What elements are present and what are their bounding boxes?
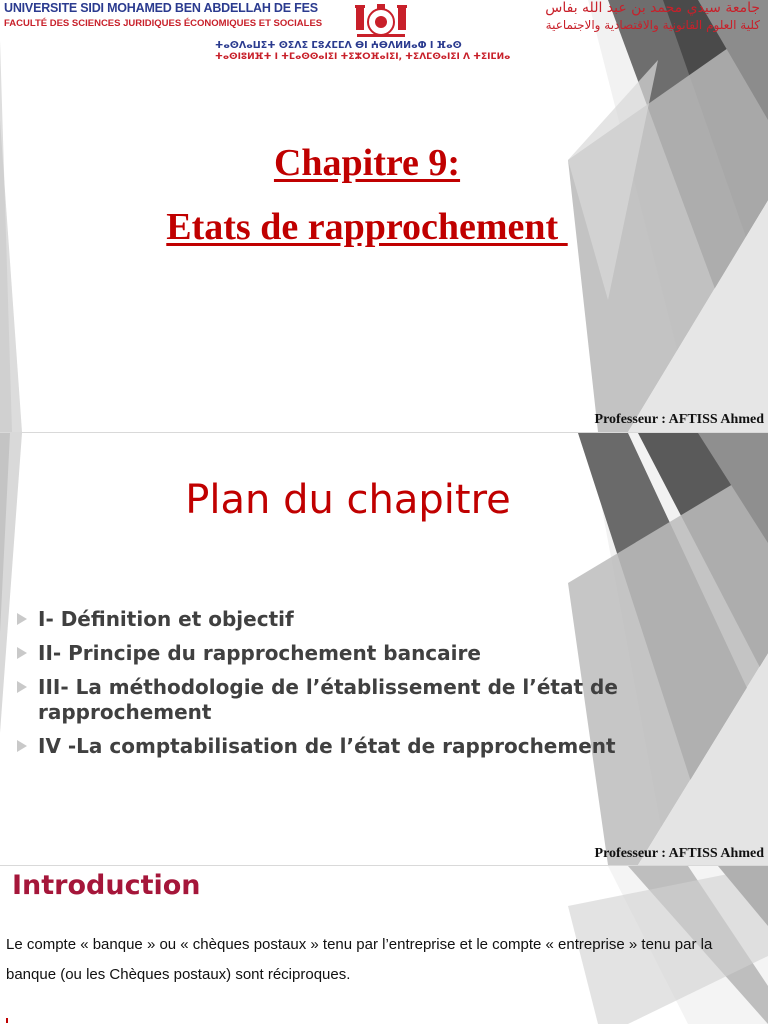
list-item-label: II- Principe du rapprochement bancaire <box>38 641 481 665</box>
plan-title: Plan du chapitre <box>185 477 511 523</box>
university-name-fr: UNIVERSITE SIDI MOHAMED BEN ABDELLAH DE FES <box>4 1 318 15</box>
list-item <box>16 734 706 759</box>
chapter-title: Etats de rapprochement <box>166 206 568 248</box>
red-mark <box>6 1018 8 1023</box>
slide-introduction <box>0 866 768 1024</box>
list-item-label: I- Définition et objectif <box>38 607 294 631</box>
professor-credit: Professeur : AFTISS Ahmed <box>594 412 764 427</box>
list-item-label: III- La méthodologie de l’établissement de l’état de rapprochement <box>38 675 618 724</box>
triangle-bullet-icon <box>17 740 27 752</box>
list-item-label: IV -La comptabilisation de l’état de rapprochement <box>38 734 616 758</box>
slide-title <box>0 0 768 432</box>
faculty-name-ar: كلية العلوم القانونية والاقتصادية والاجتماعية <box>545 18 760 32</box>
faculty-name-tifinagh: ⵜⴰⵙⵏⵓⵍⴼⵜ ⵏ ⵜⵎⴰⵙⵙⴰⵏⵉⵏ ⵜⵉⵣⵔⴼⴰⵏⵉⵏ, ⵜⵉⴷⵎⵙⴰⵏⵉⵏ ⴷ ⵜⵉⵏⵎⵍⴰ <box>215 52 511 62</box>
introduction-paragraph: Le compte « banque » ou « chèques postaux » tenu par l’entreprise et le compte « entreprise » tenu par la banque (ou les Chèques postaux) sont réciproques. <box>6 936 713 983</box>
slide-plan <box>0 433 768 865</box>
triangle-bullet-icon <box>17 681 27 693</box>
triangle-bullet-icon <box>17 613 27 625</box>
chapter-number-title: Chapitre 9: <box>273 142 461 184</box>
list-item <box>16 675 706 725</box>
professor-credit: Professeur : AFTISS Ahmed <box>594 846 764 861</box>
university-name-tifinagh: ⵜⴰⵙⴷⴰⵡⵉⵜ ⵙⵉⴷⵉ ⵎⵓⵃⵎⵎⴷ ⴱⵏ ⵄⴱⴷⵍⵍⴰⵀ ⵏ ⴼⴰⵙ <box>215 40 462 51</box>
list-item <box>16 641 706 666</box>
university-logo-icon <box>353 2 409 40</box>
introduction-title: Introduction <box>12 870 201 901</box>
faculty-name-fr: FACULTÉ DES SCIENCES JURIDIQUES ÉCONOMIQUES ET SOCIALES <box>4 18 323 29</box>
triangle-bullet-icon <box>17 647 27 659</box>
list-item <box>16 607 706 632</box>
university-name-ar: جامعة سيدي محمد بن عبد الله بفاس <box>545 0 760 16</box>
plan-list <box>16 607 706 768</box>
